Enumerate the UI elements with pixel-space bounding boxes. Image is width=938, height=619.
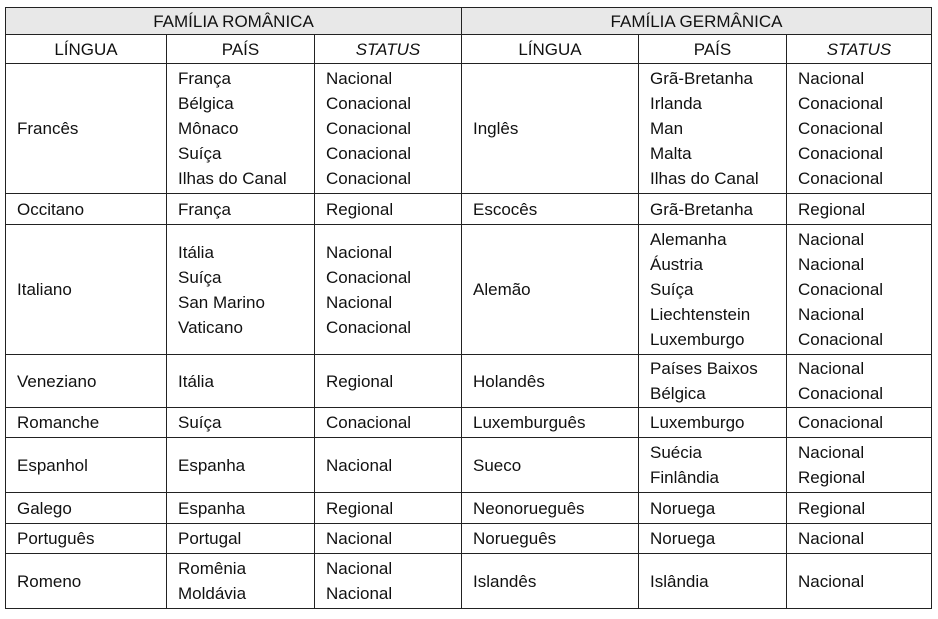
- family-germanic-header: FAMÍLIA GERMÂNICA: [462, 8, 932, 35]
- language-cell: Inglês: [462, 64, 639, 194]
- country-cell: [639, 225, 787, 355]
- language-cell: Luxemburguês: [462, 408, 639, 438]
- status-cell: [315, 438, 462, 493]
- country-cell: [167, 225, 315, 355]
- language-cell: Occitano: [6, 194, 167, 225]
- status-value: Regional: [798, 498, 866, 518]
- country-name: Itália: [178, 371, 214, 391]
- country-cell: [167, 493, 315, 524]
- country-name: Grã-Bretanha: [650, 199, 753, 219]
- country-name: Países Baixos: [650, 359, 758, 378]
- status-cell: [787, 438, 932, 493]
- status-cell: [315, 408, 462, 438]
- country-name: Vaticano: [178, 317, 243, 337]
- country-name: Portugal: [178, 529, 242, 548]
- language-cell: Neonorueguês: [462, 493, 639, 524]
- status-value: Conacional: [326, 413, 412, 432]
- country-name: Noruega: [650, 529, 716, 548]
- language-cell: Islandês: [462, 554, 639, 609]
- country-name: Suécia: [650, 443, 702, 462]
- status-cell: [315, 493, 462, 524]
- country-cell: [639, 355, 787, 408]
- table-row: [6, 408, 932, 438]
- table-row: [6, 225, 932, 355]
- status-value: Regional: [326, 199, 394, 219]
- status-cell: [787, 493, 932, 524]
- status-value: Conacional: [798, 119, 884, 138]
- country-name: Ilhas do Canal: [178, 169, 287, 188]
- country-name: Liechtenstein: [650, 305, 751, 324]
- country-name: Man: [650, 119, 684, 138]
- country-name: Suíça: [178, 144, 222, 163]
- status-cell: [315, 524, 462, 554]
- col-header-lingua: LÍNGUA: [462, 35, 639, 64]
- language-cell: Italiano: [6, 225, 167, 355]
- country-cell: [639, 194, 787, 225]
- country-name: Itália: [178, 242, 214, 262]
- language-cell: Português: [6, 524, 167, 554]
- table-row: [6, 355, 932, 408]
- table-row: [6, 493, 932, 524]
- country-name: Mônaco: [178, 119, 239, 138]
- country-cell: [639, 408, 787, 438]
- country-name: Luxemburgo: [650, 413, 745, 432]
- language-cell: Alemão: [462, 225, 639, 355]
- status-value: Regional: [326, 498, 394, 518]
- status-cell: [315, 225, 462, 355]
- country-cell: [639, 524, 787, 554]
- col-header-pais: PAÍS: [167, 35, 315, 64]
- country-name: Ilhas do Canal: [650, 169, 759, 188]
- country-name: Suíça: [650, 280, 694, 299]
- country-name: Bélgica: [178, 94, 234, 113]
- country-name: Grã-Bretanha: [650, 69, 753, 88]
- status-cell: [787, 225, 932, 355]
- status-value: Regional: [798, 199, 866, 219]
- language-table: [5, 7, 932, 609]
- table-row: [6, 194, 932, 225]
- country-cell: [167, 438, 315, 493]
- status-cell: [315, 64, 462, 194]
- col-header-pais: PAÍS: [639, 35, 787, 64]
- country-name: Espanha: [178, 455, 246, 475]
- country-cell: [639, 493, 787, 524]
- status-value: Nacional: [326, 292, 393, 312]
- status-value: Conacional: [326, 94, 412, 113]
- country-name: Bélgica: [650, 384, 706, 403]
- status-value: Conacional: [798, 144, 884, 163]
- status-value: Regional: [798, 468, 866, 487]
- country-name: França: [178, 69, 231, 88]
- status-value: Nacional: [326, 69, 393, 88]
- status-value: Nacional: [326, 455, 393, 475]
- status-cell: [787, 524, 932, 554]
- table-row: [6, 438, 932, 493]
- country-name: Luxemburgo: [650, 330, 745, 349]
- country-name: Moldávia: [178, 584, 247, 603]
- country-cell: [639, 438, 787, 493]
- country-name: Suíça: [178, 413, 222, 432]
- status-value: Conacional: [798, 280, 884, 299]
- table-row: [6, 554, 932, 609]
- status-cell: [787, 554, 932, 609]
- language-cell: Francês: [6, 64, 167, 194]
- country-cell: [639, 554, 787, 609]
- status-value: Nacional: [798, 359, 865, 378]
- table-row: [6, 64, 932, 194]
- language-cell: Holandês: [462, 355, 639, 408]
- country-cell: [167, 524, 315, 554]
- country-cell: [167, 408, 315, 438]
- status-value: Conacional: [326, 119, 412, 138]
- country-name: Romênia: [178, 559, 247, 578]
- country-cell: [639, 64, 787, 194]
- status-cell: [787, 408, 932, 438]
- status-value: Nacional: [326, 584, 393, 603]
- status-value: Conacional: [798, 330, 884, 349]
- language-cell: Sueco: [462, 438, 639, 493]
- status-value: Nacional: [326, 529, 393, 548]
- status-value: Conacional: [798, 413, 884, 432]
- country-name: San Marino: [178, 292, 265, 312]
- status-value: Conacional: [326, 144, 412, 163]
- status-value: Nacional: [798, 571, 865, 591]
- language-cell: Galego: [6, 493, 167, 524]
- status-value: Nacional: [798, 255, 865, 274]
- status-value: Conacional: [326, 169, 412, 188]
- language-cell: Espanhol: [6, 438, 167, 493]
- country-name: Malta: [650, 144, 692, 163]
- status-cell: [787, 194, 932, 225]
- country-cell: [167, 194, 315, 225]
- language-cell: Romanche: [6, 408, 167, 438]
- status-value: Nacional: [798, 69, 865, 88]
- country-name: Áustria: [650, 255, 703, 274]
- status-value: Conacional: [798, 169, 884, 188]
- status-cell: [315, 355, 462, 408]
- country-cell: [167, 64, 315, 194]
- status-value: Conacional: [798, 384, 884, 403]
- status-value: Conacional: [326, 267, 412, 287]
- status-cell: [787, 355, 932, 408]
- status-value: Nacional: [326, 559, 393, 578]
- country-name: França: [178, 199, 231, 219]
- country-name: Noruega: [650, 498, 716, 518]
- table-body: [6, 64, 932, 609]
- status-value: Nacional: [798, 443, 865, 462]
- status-cell: [315, 554, 462, 609]
- status-cell: [787, 64, 932, 194]
- status-value: Regional: [326, 371, 394, 391]
- status-value: Conacional: [798, 94, 884, 113]
- country-name: Finlândia: [650, 468, 719, 487]
- status-value: Nacional: [798, 529, 865, 548]
- col-header-status: STATUS: [315, 35, 462, 64]
- language-cell: Romeno: [6, 554, 167, 609]
- status-value: Nacional: [798, 230, 865, 249]
- language-cell: Norueguês: [462, 524, 639, 554]
- country-name: Irlanda: [650, 94, 702, 113]
- country-cell: [167, 355, 315, 408]
- col-header-status: STATUS: [787, 35, 932, 64]
- table-row: [6, 524, 932, 554]
- language-cell: Escocês: [462, 194, 639, 225]
- country-cell: [167, 554, 315, 609]
- country-name: Alemanha: [650, 230, 727, 249]
- status-value: Conacional: [326, 317, 412, 337]
- language-cell: Veneziano: [6, 355, 167, 408]
- country-name: Espanha: [178, 498, 246, 518]
- country-name: Suíça: [178, 267, 222, 287]
- col-header-lingua: LÍNGUA: [6, 35, 167, 64]
- status-value: Nacional: [798, 305, 865, 324]
- family-romance-header: FAMÍLIA ROMÂNICA: [6, 8, 462, 35]
- country-name: Islândia: [650, 571, 709, 591]
- status-cell: [315, 194, 462, 225]
- status-value: Nacional: [326, 242, 393, 262]
